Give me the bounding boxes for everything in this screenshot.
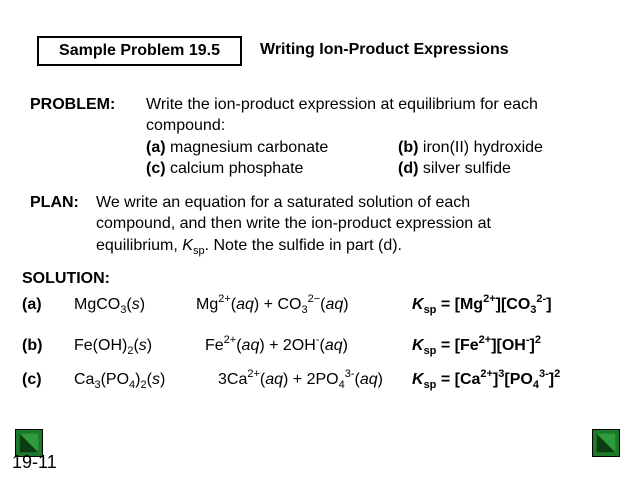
row-b-compound: $Fe(OH)_2(s)$ bbox=[74, 337, 153, 357]
plan-line-3-post: . Note the sulfide in part (d). bbox=[204, 237, 402, 254]
item-text: silver sulfide bbox=[422, 160, 511, 177]
ksp-symbol: K bbox=[182, 237, 193, 254]
plan-line-3-pre: equilibrium, bbox=[96, 237, 183, 254]
plan-label: PLAN: bbox=[30, 194, 79, 211]
problem-item-b bbox=[398, 139, 543, 157]
item-letter: (a) bbox=[146, 139, 166, 156]
item-text: magnesium carbonate bbox=[170, 139, 329, 156]
item-letter: (c) bbox=[146, 160, 166, 177]
solution-label: SOLUTION: bbox=[22, 270, 110, 287]
page-title: Writing Ion-Product Expressions bbox=[260, 41, 509, 58]
item-text: iron(II) hydroxide bbox=[422, 139, 543, 156]
row-c-expression: $K_{sp} = [Ca^{2+}]^3[PO_4^{3-}]^2$ bbox=[412, 368, 561, 391]
plan-line-1: We write an equation for a saturated solution of each bbox=[96, 194, 471, 211]
row-c-compound: $Ca_3(PO_4)_2(s)$ bbox=[74, 371, 166, 391]
ksp-subscript: sp bbox=[192, 245, 205, 257]
row-b-letter: (b) bbox=[22, 337, 43, 354]
row-c-equation: $3Ca^{2+}(aq) + 2PO_4^{3-}(aq)$ bbox=[218, 368, 383, 391]
item-letter: (b) bbox=[398, 139, 419, 156]
item-text: calcium phosphate bbox=[170, 160, 304, 177]
problem-line-2: compound: bbox=[146, 117, 226, 134]
sample-problem-box bbox=[37, 36, 242, 66]
slide-number: 19-11 bbox=[12, 452, 57, 472]
sample-problem-label: Sample Problem 19.5 bbox=[59, 42, 220, 59]
row-a-equation: $Mg^{2+}(aq) + CO_3^{2-}(aq)$ bbox=[196, 293, 349, 316]
row-b-expression: $K_{sp} = [Fe^{2+}][OH^-]^2$ bbox=[412, 334, 541, 357]
row-b-equation: $Fe^{2+}(aq) + 2OH^-(aq)$ bbox=[205, 334, 348, 354]
plan-line-2: compound, and then write the ion-product expression at bbox=[96, 215, 491, 232]
problem-item-d bbox=[398, 160, 511, 178]
problem-line-1: Write the ion-product expression at equilibrium for each bbox=[146, 96, 538, 113]
nav-forward-icon bbox=[593, 430, 619, 456]
row-c-letter: (c) bbox=[22, 371, 42, 388]
problem-item-c bbox=[146, 160, 303, 178]
row-a-expression: $K_{sp} = [Mg^{2+}][CO_3^{2-}]$ bbox=[412, 293, 552, 316]
plan-line-3 bbox=[96, 237, 402, 255]
problem-label: PROBLEM: bbox=[30, 96, 116, 113]
problem-item-a bbox=[146, 139, 328, 157]
item-letter: (d) bbox=[398, 160, 419, 177]
nav-forward-button[interactable] bbox=[592, 429, 620, 457]
row-a-compound: MgCO$_3$(s) bbox=[74, 296, 146, 316]
row-a-letter: (a) bbox=[22, 296, 42, 313]
